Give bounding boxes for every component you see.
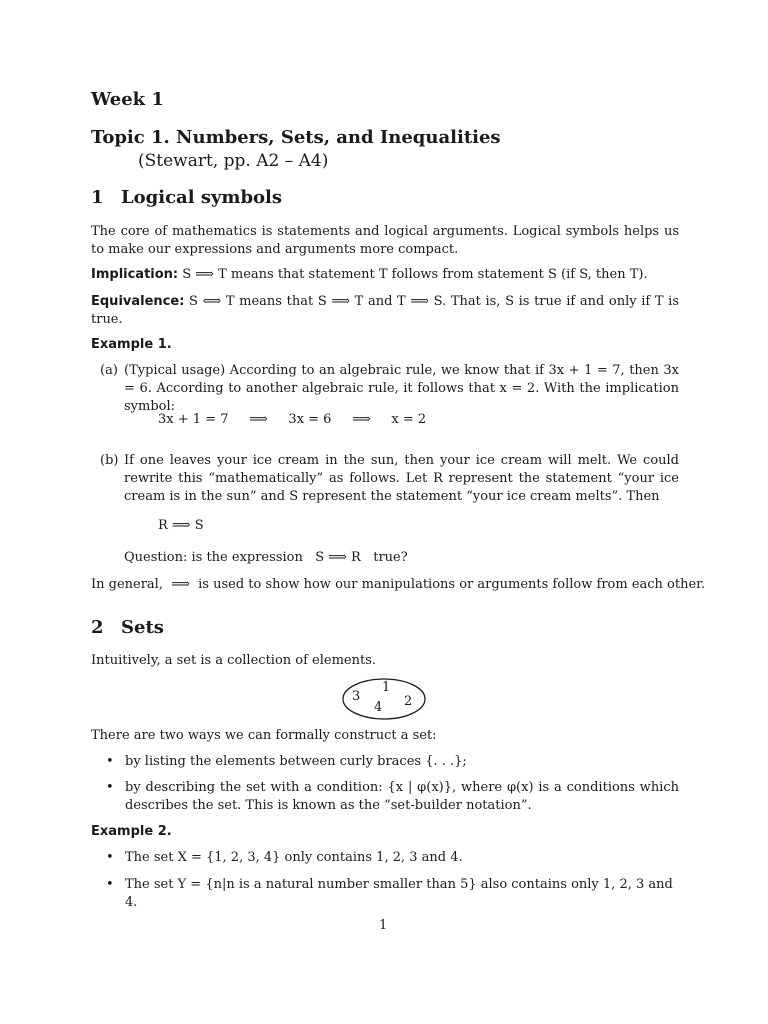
section-2-heading — [91, 617, 164, 638]
example-1-title: Example 1. — [91, 337, 172, 352]
set-element: 4 — [374, 700, 383, 715]
item-label: (a) — [100, 363, 118, 378]
set-element: 1 — [382, 680, 391, 695]
section-number: 1 — [91, 187, 104, 208]
textbook-reference: (Stewart, pp. A2 – A4) — [138, 151, 329, 171]
bullet-icon: • — [106, 877, 114, 892]
item-text: If one leaves your ice cream in the sun, then your ice cream will melt. We could rewrite this “mathematically” as follows. Let R represent the statement “your ice cream is in the sun” and S represent the statement “your ice cream melts”. Then — [124, 453, 679, 504]
implication-definition — [91, 266, 679, 284]
example-1-b-question: Question: is the expression S ⟹ R true? — [124, 550, 408, 565]
example-1-item-a — [100, 362, 679, 416]
section-2-intro: Intuitively, a set is a collection of elements. — [91, 653, 377, 668]
section-title: Sets — [121, 617, 164, 638]
example-1-item-b — [100, 452, 679, 506]
section-1-heading — [91, 187, 282, 208]
implication-text: S ⟹ T means that statement T follows from statement S (if S, then T). — [178, 267, 648, 282]
example-2-title: Example 2. — [91, 824, 172, 839]
example-1-a-equation: 3x + 1 = 7 ⟹ 3x = 6 ⟹ x = 2 — [158, 412, 427, 427]
bullet-icon: • — [106, 850, 114, 865]
set-construction-intro: There are two ways we can formally construct a set: — [91, 728, 437, 743]
list-item-text: by listing the elements between curly braces {. . .}; — [125, 754, 467, 769]
set-element: 3 — [352, 689, 361, 704]
set-diagram — [340, 676, 430, 722]
equivalence-text: S ⟺ T means that S ⟹ T and T ⟹ S. That is, S is true if and only if T is true. — [91, 294, 679, 327]
week-heading: Week 1 — [91, 89, 164, 110]
section-title: Logical symbols — [121, 187, 283, 208]
page-number: 1 — [379, 918, 388, 933]
example-1-b-equation: R ⟹ S — [158, 518, 204, 533]
list-item — [106, 753, 679, 771]
general-remark: In general, ⟹ is used to show how our manipulations or arguments follow from each other. — [91, 577, 706, 592]
list-item — [106, 876, 679, 912]
list-item-text: by describing the set with a condition: {x | φ(x)}, where φ(x) is a conditions which describes the set. This is known as the “set-builder notation”. — [125, 780, 679, 813]
bullet-icon: • — [106, 780, 114, 795]
bullet-icon: • — [106, 754, 114, 769]
set-element: 2 — [404, 694, 413, 709]
section-1-intro: The core of mathematics is statements and logical arguments. Logical symbols helps us to make our expressions and arguments more compact. — [91, 224, 679, 257]
equivalence-definition — [91, 293, 679, 329]
list-item-text: The set Y = {n|n is a natural number smaller than 5} also contains only 1, 2, 3 and 4. — [125, 877, 673, 910]
topic-heading: Topic 1. Numbers, Sets, and Inequalities — [91, 127, 501, 148]
list-item — [106, 849, 679, 867]
implication-label: Implication: — [91, 267, 179, 282]
list-item-text: The set X = {1, 2, 3, 4} only contains 1, 2, 3 and 4. — [125, 850, 463, 865]
list-item — [106, 779, 679, 815]
section-number: 2 — [91, 617, 104, 638]
item-label: (b) — [100, 453, 119, 468]
equivalence-label: Equivalence: — [91, 294, 185, 309]
item-text: (Typical usage) According to an algebraic rule, we know that if 3x + 1 = 7, then 3x = 6. According to another algebraic rule, it follows that x = 2. With the implication symbol: — [124, 363, 679, 414]
